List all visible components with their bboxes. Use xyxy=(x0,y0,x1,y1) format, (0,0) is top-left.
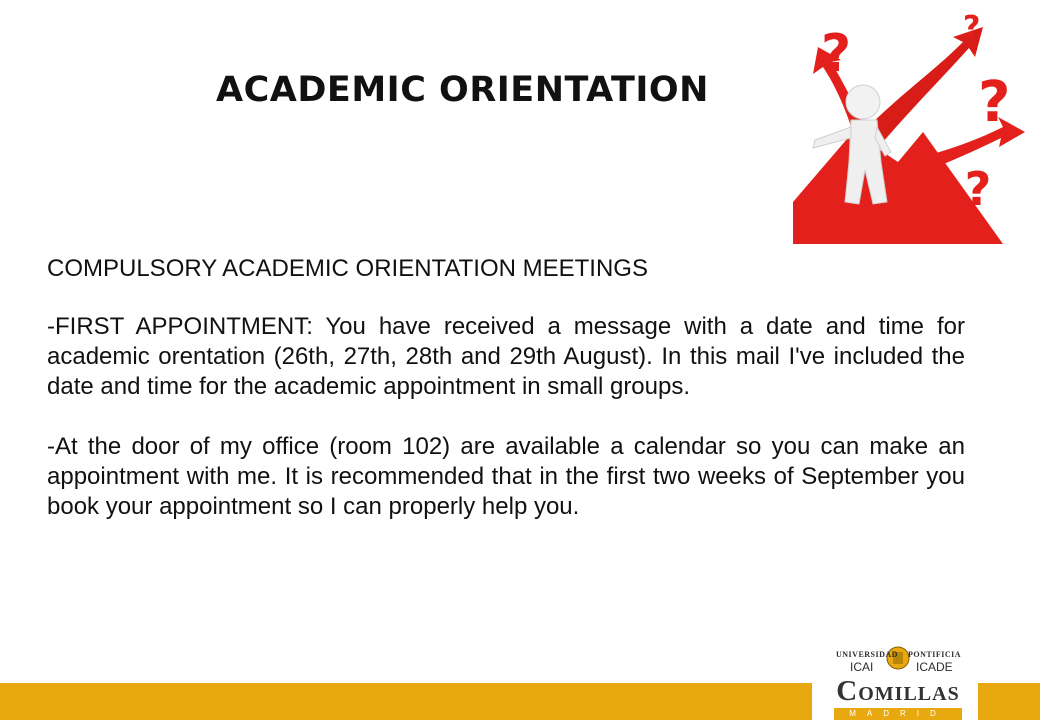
footer-accent-bar xyxy=(0,683,812,720)
paragraph-office-calendar: -At the door of my office (room 102) are available a calendar so you can make an appointment with me. It is recommended that in the first two weeks of September you book your appointment so I can properly help you. xyxy=(47,433,965,520)
inverted-question-mark-icon: ¿? xyxy=(938,162,992,216)
logo-top-right-text: PONTIFICIA xyxy=(908,650,962,659)
logo-icade-text: ICADE xyxy=(916,660,953,674)
paragraph-first-appointment: -FIRST APPOINTMENT: You have received a message with a date and time for academic orentation (26th, 27th, 28th and 29th August). In this mail I've included the date and time for the academic appointment in small groups. xyxy=(47,313,965,400)
footer-accent-bar-right xyxy=(978,683,1040,720)
question-mark-icon: ? xyxy=(963,10,981,45)
logo-city: MADRID xyxy=(834,708,962,720)
slide-body xyxy=(47,254,965,552)
university-logo xyxy=(826,640,970,720)
logo-icai-text: ICAI xyxy=(850,660,874,674)
question-arrows-illustration xyxy=(793,12,1030,244)
logo-name: Comillas xyxy=(836,675,960,707)
logo-top-left-text: UNIVERSIDAD xyxy=(836,650,898,659)
question-mark-icon: ? xyxy=(821,24,852,84)
figure-head xyxy=(846,85,880,119)
slide-title: ACADEMIC ORIENTATION xyxy=(216,70,709,110)
section-heading: COMPULSORY ACADEMIC ORIENTATION MEETINGS xyxy=(47,255,648,282)
question-mark-icon: ? xyxy=(978,70,1011,135)
